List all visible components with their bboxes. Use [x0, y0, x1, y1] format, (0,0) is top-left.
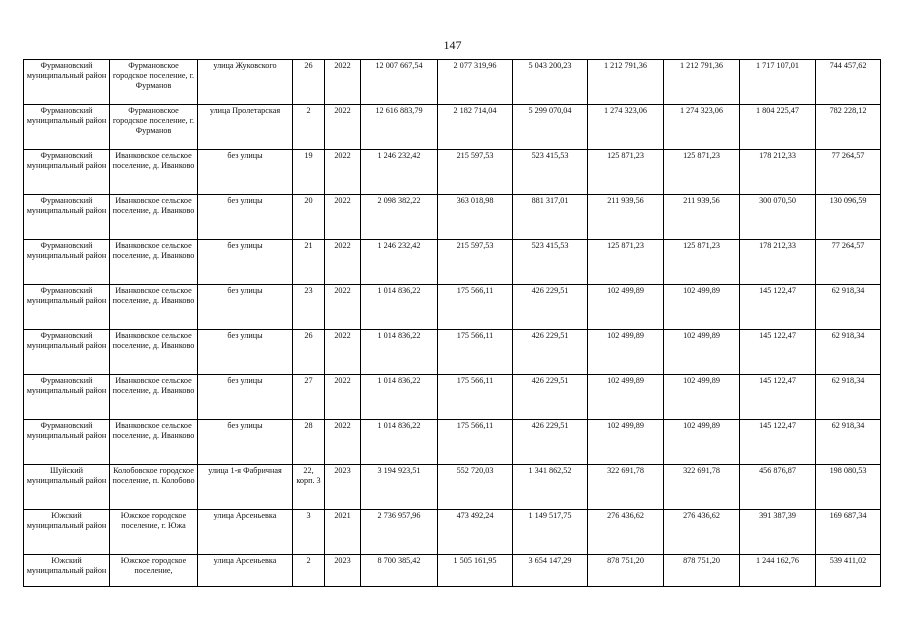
amount-cell-6: 77 264,57 [816, 240, 881, 285]
amount-cell-2: 1 341 862,52 [513, 465, 588, 510]
amount-cell-3: 125 871,23 [588, 150, 664, 195]
amount-cell-4: 102 499,89 [664, 330, 740, 375]
amount-cell-4: 125 871,23 [664, 240, 740, 285]
amount-cell-4: 322 691,78 [664, 465, 740, 510]
amount-cell-2: 5 043 200,23 [513, 60, 588, 105]
year-cell: 2022 [325, 285, 361, 330]
amount-cell-5: 178 212,33 [740, 150, 816, 195]
amount-cell-1: 215 597,53 [438, 150, 513, 195]
amount-cell-3: 1 274 323,06 [588, 105, 664, 150]
amount-cell-6: 169 687,34 [816, 510, 881, 555]
district-cell: Фурмановский муниципальный район [24, 105, 110, 150]
amount-cell-2: 1 149 517,75 [513, 510, 588, 555]
amount-cell-2: 3 654 147,29 [513, 555, 588, 587]
year-cell: 2022 [325, 330, 361, 375]
table-row [24, 555, 881, 587]
house-number-cell: 26 [293, 330, 325, 375]
total-cost-cell: 2 736 957,96 [361, 510, 438, 555]
amount-cell-5: 145 122,47 [740, 420, 816, 465]
amount-cell-4: 1 212 791,36 [664, 60, 740, 105]
amount-cell-5: 1 804 225,47 [740, 105, 816, 150]
settlement-cell: Иванковское сельское поселение, д. Иванково [110, 195, 198, 240]
amount-cell-1: 2 077 319,96 [438, 60, 513, 105]
amount-cell-4: 102 499,89 [664, 420, 740, 465]
street-cell: улица Арсеньевка [198, 555, 293, 587]
table-body [24, 60, 881, 587]
amount-cell-3: 102 499,89 [588, 330, 664, 375]
amount-cell-1: 552 720,03 [438, 465, 513, 510]
amount-cell-1: 473 492,24 [438, 510, 513, 555]
district-cell: Фурмановский муниципальный район [24, 375, 110, 420]
table-row [24, 60, 881, 105]
table-row [24, 150, 881, 195]
year-cell: 2022 [325, 420, 361, 465]
street-cell: без улицы [198, 240, 293, 285]
amount-cell-3: 125 871,23 [588, 240, 664, 285]
amount-cell-6: 77 264,57 [816, 150, 881, 195]
amount-cell-5: 300 070,50 [740, 195, 816, 240]
amount-cell-6: 62 918,34 [816, 330, 881, 375]
district-cell: Фурмановский муниципальный район [24, 195, 110, 240]
amount-cell-6: 130 096,59 [816, 195, 881, 240]
total-cost-cell: 1 014 836,22 [361, 420, 438, 465]
house-number-cell: 2 [293, 105, 325, 150]
amount-cell-1: 175 566,11 [438, 420, 513, 465]
settlement-cell: Южское городское поселение, г. Южа [110, 510, 198, 555]
table-row [24, 510, 881, 555]
total-cost-cell: 1 014 836,22 [361, 375, 438, 420]
total-cost-cell: 2 098 382,22 [361, 195, 438, 240]
house-number-cell: 27 [293, 375, 325, 420]
amount-cell-5: 391 387,39 [740, 510, 816, 555]
district-cell: Южский муниципальный район [24, 510, 110, 555]
house-number-cell: 19 [293, 150, 325, 195]
amount-cell-2: 523 415,53 [513, 150, 588, 195]
year-cell: 2023 [325, 555, 361, 587]
amount-cell-1: 175 566,11 [438, 330, 513, 375]
amount-cell-6: 62 918,34 [816, 375, 881, 420]
amount-cell-6: 198 080,53 [816, 465, 881, 510]
amount-cell-6: 539 411,02 [816, 555, 881, 587]
data-table [23, 59, 881, 587]
amount-cell-5: 1 717 107,01 [740, 60, 816, 105]
table-row [24, 240, 881, 285]
amount-cell-4: 276 436,62 [664, 510, 740, 555]
amount-cell-6: 744 457,62 [816, 60, 881, 105]
year-cell: 2022 [325, 150, 361, 195]
amount-cell-3: 276 436,62 [588, 510, 664, 555]
street-cell: без улицы [198, 195, 293, 240]
total-cost-cell: 12 007 667,54 [361, 60, 438, 105]
district-cell: Шуйский муниципальный район [24, 465, 110, 510]
amount-cell-5: 1 244 162,76 [740, 555, 816, 587]
settlement-cell: Фурмановское городское поселение, г. Фурманов [110, 60, 198, 105]
street-cell: без улицы [198, 420, 293, 465]
settlement-cell: Иванковское сельское поселение, д. Иванково [110, 285, 198, 330]
street-cell: без улицы [198, 375, 293, 420]
amount-cell-4: 878 751,20 [664, 555, 740, 587]
amount-cell-5: 145 122,47 [740, 375, 816, 420]
table-row [24, 195, 881, 240]
amount-cell-3: 1 212 791,36 [588, 60, 664, 105]
settlement-cell: Иванковское сельское поселение, д. Иванково [110, 330, 198, 375]
house-number-cell: 20 [293, 195, 325, 240]
year-cell: 2021 [325, 510, 361, 555]
amount-cell-2: 426 229,51 [513, 375, 588, 420]
house-number-cell: 2 [293, 555, 325, 587]
district-cell: Фурмановский муниципальный район [24, 330, 110, 375]
amount-cell-3: 878 751,20 [588, 555, 664, 587]
amount-cell-6: 62 918,34 [816, 285, 881, 330]
settlement-cell: Иванковское сельское поселение, д. Иванково [110, 375, 198, 420]
street-cell: улица 1-я Фабричная [198, 465, 293, 510]
year-cell: 2022 [325, 195, 361, 240]
amount-cell-2: 881 317,01 [513, 195, 588, 240]
amount-cell-6: 62 918,34 [816, 420, 881, 465]
amount-cell-4: 1 274 323,06 [664, 105, 740, 150]
amount-cell-3: 102 499,89 [588, 285, 664, 330]
settlement-cell: Колобовское городское поселение, п. Колобово [110, 465, 198, 510]
amount-cell-1: 175 566,11 [438, 285, 513, 330]
amount-cell-3: 322 691,78 [588, 465, 664, 510]
total-cost-cell: 3 194 923,51 [361, 465, 438, 510]
total-cost-cell: 1 246 232,42 [361, 240, 438, 285]
district-cell: Южский муниципальный район [24, 555, 110, 587]
amount-cell-4: 102 499,89 [664, 375, 740, 420]
amount-cell-1: 2 182 714,04 [438, 105, 513, 150]
district-cell: Фурмановский муниципальный район [24, 60, 110, 105]
settlement-cell: Фурмановское городское поселение, г. Фурманов [110, 105, 198, 150]
year-cell: 2022 [325, 375, 361, 420]
settlement-cell: Иванковское сельское поселение, д. Иванково [110, 420, 198, 465]
amount-cell-4: 102 499,89 [664, 285, 740, 330]
amount-cell-4: 211 939,56 [664, 195, 740, 240]
amount-cell-2: 426 229,51 [513, 285, 588, 330]
street-cell: без улицы [198, 330, 293, 375]
street-cell: улица Жуковского [198, 60, 293, 105]
year-cell: 2023 [325, 465, 361, 510]
total-cost-cell: 8 700 385,42 [361, 555, 438, 587]
amount-cell-5: 178 212,33 [740, 240, 816, 285]
amount-cell-5: 145 122,47 [740, 330, 816, 375]
street-cell: улица Пролетарская [198, 105, 293, 150]
street-cell: улица Арсеньевка [198, 510, 293, 555]
table-row [24, 465, 881, 510]
year-cell: 2022 [325, 60, 361, 105]
district-cell: Фурмановский муниципальный район [24, 420, 110, 465]
amount-cell-1: 1 505 161,95 [438, 555, 513, 587]
amount-cell-4: 125 871,23 [664, 150, 740, 195]
amount-cell-5: 456 876,87 [740, 465, 816, 510]
total-cost-cell: 1 246 232,42 [361, 150, 438, 195]
amount-cell-3: 102 499,89 [588, 420, 664, 465]
table-row [24, 420, 881, 465]
amount-cell-2: 523 415,53 [513, 240, 588, 285]
district-cell: Фурмановский муниципальный район [24, 285, 110, 330]
total-cost-cell: 12 616 883,79 [361, 105, 438, 150]
amount-cell-1: 215 597,53 [438, 240, 513, 285]
year-cell: 2022 [325, 105, 361, 150]
street-cell: без улицы [198, 150, 293, 195]
house-number-cell: 22, корп. 3 [293, 465, 325, 510]
table-row [24, 105, 881, 150]
amount-cell-2: 426 229,51 [513, 420, 588, 465]
amount-cell-1: 363 018,98 [438, 195, 513, 240]
amount-cell-2: 426 229,51 [513, 330, 588, 375]
total-cost-cell: 1 014 836,22 [361, 285, 438, 330]
amount-cell-3: 211 939,56 [588, 195, 664, 240]
amount-cell-5: 145 122,47 [740, 285, 816, 330]
year-cell: 2022 [325, 240, 361, 285]
amount-cell-2: 5 299 070,04 [513, 105, 588, 150]
amount-cell-3: 102 499,89 [588, 375, 664, 420]
district-cell: Фурмановский муниципальный район [24, 240, 110, 285]
amount-cell-6: 782 228,12 [816, 105, 881, 150]
house-number-cell: 28 [293, 420, 325, 465]
total-cost-cell: 1 014 836,22 [361, 330, 438, 375]
settlement-cell: Южское городское поселение, [110, 555, 198, 587]
district-cell: Фурмановский муниципальный район [24, 150, 110, 195]
house-number-cell: 21 [293, 240, 325, 285]
house-number-cell: 23 [293, 285, 325, 330]
settlement-cell: Иванковское сельское поселение, д. Иванково [110, 240, 198, 285]
house-number-cell: 26 [293, 60, 325, 105]
house-number-cell: 3 [293, 510, 325, 555]
table-row [24, 285, 881, 330]
table-row [24, 375, 881, 420]
amount-cell-1: 175 566,11 [438, 375, 513, 420]
page-number: 147 [443, 38, 462, 52]
street-cell: без улицы [198, 285, 293, 330]
settlement-cell: Иванковское сельское поселение, д. Иванково [110, 150, 198, 195]
table-row [24, 330, 881, 375]
